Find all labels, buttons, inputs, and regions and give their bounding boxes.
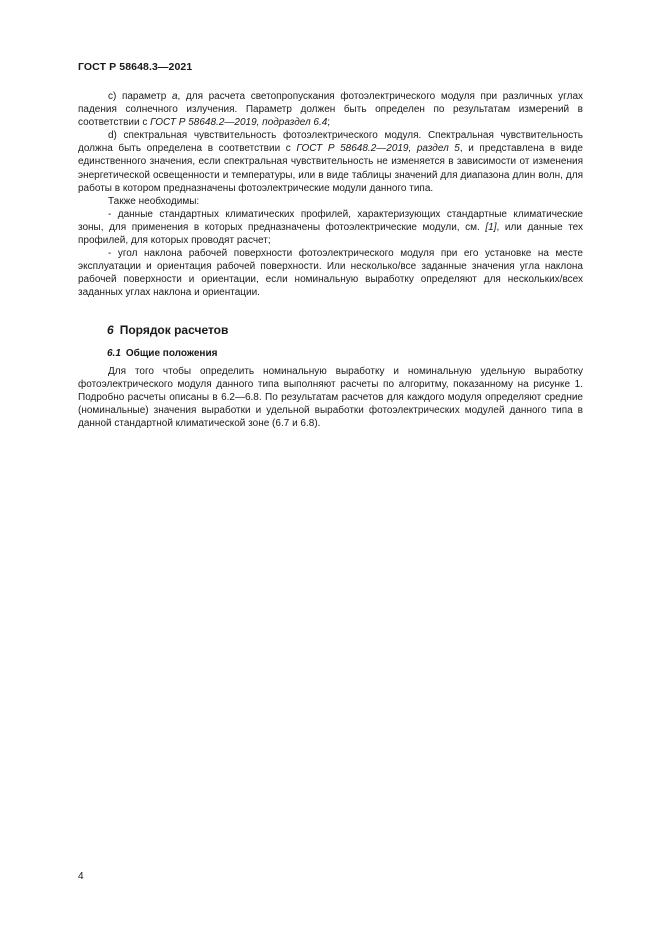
standard-number: ГОСТ Р 58648.3—2021 — [78, 61, 193, 73]
list-item-climate-profiles: - данные стандартных климатических профилей, характеризующих стандартные климатические зоны, для применения в которых предназначены фотоэлектрические модули, см. [1], или данные тех профилей, для которых проводят расчет; — [78, 208, 584, 247]
list-item-tilt-angle: - угол наклона рабочей поверхности фотоэлектрического модуля при его установке на месте эксплуатации и ориентация рабочей поверхности. Или несколько/все заданные значения угла наклона рабочей поверхности и ориентации, если номинальную выработку определяют для нескольких/всех заданных углах наклона и ориентации. — [78, 248, 583, 299]
reference-link[interactable]: ГОСТ Р 58648.2—2019, подраздел 6.4 — [150, 117, 328, 129]
page-number: 4 — [78, 871, 84, 882]
subsection-title: Общие положения — [125, 348, 218, 359]
paragraph-item-c: c) параметр a, для расчета светопропускания фотоэлектрического модуля при различных углах падения солнечного излучения. Параметр должен быть определен по результатам измерений в соответствии с ГОСТ Р 58648.2—2019, подраздел 6.4; — [78, 91, 584, 129]
document-header — [78, 61, 192, 73]
section-heading — [107, 323, 228, 337]
paragraph-also-needed: Также необходимы: — [108, 195, 200, 207]
paragraph-item-d: d) спектральная чувствительность фотоэлектрического модуля. Спектральная чувствительность должна быть определена в соответствии с ГОСТ Р 58648.2—2019, раздел 5, и представлена в виде единственного значения, если спектральная чувствительность не изменяется в зависимости от изменения энергетической освещенности и температуры, или в виде таблицы значений для диапазона длин волн, для работы в котором предназначены фотоэлектрические модули данного типа. — [78, 130, 583, 194]
section-number: 6 — [107, 323, 114, 337]
requirements-list — [78, 90, 583, 300]
parameter-symbol: a — [171, 91, 178, 102]
reference-link[interactable]: ГОСТ Р 58648.2—2019, раздел 5 — [296, 143, 460, 155]
subsection-number: 6.1 — [107, 348, 121, 359]
subsection-heading — [107, 348, 217, 359]
paragraph-general: Для того чтобы определить номинальную выработку и номинальную удельную выработку фотоэлектрического модуля данного типа выполняют расчеты по алгоритму, показанному на рисунке 1. Подробно расчеты описаны в 6.2—6.8. По результатам расчетов для каждого модуля определяют средние (номинальные) значения выработки и удельной выработки фотоэлектрических модулей данного типа в данной стандартной климатической зоне (6.7 и 6.8). — [78, 366, 583, 430]
general-provisions-text — [78, 365, 583, 430]
section-title: Порядок расчетов — [119, 323, 229, 337]
bibliography-reference[interactable]: [1] — [485, 221, 497, 233]
